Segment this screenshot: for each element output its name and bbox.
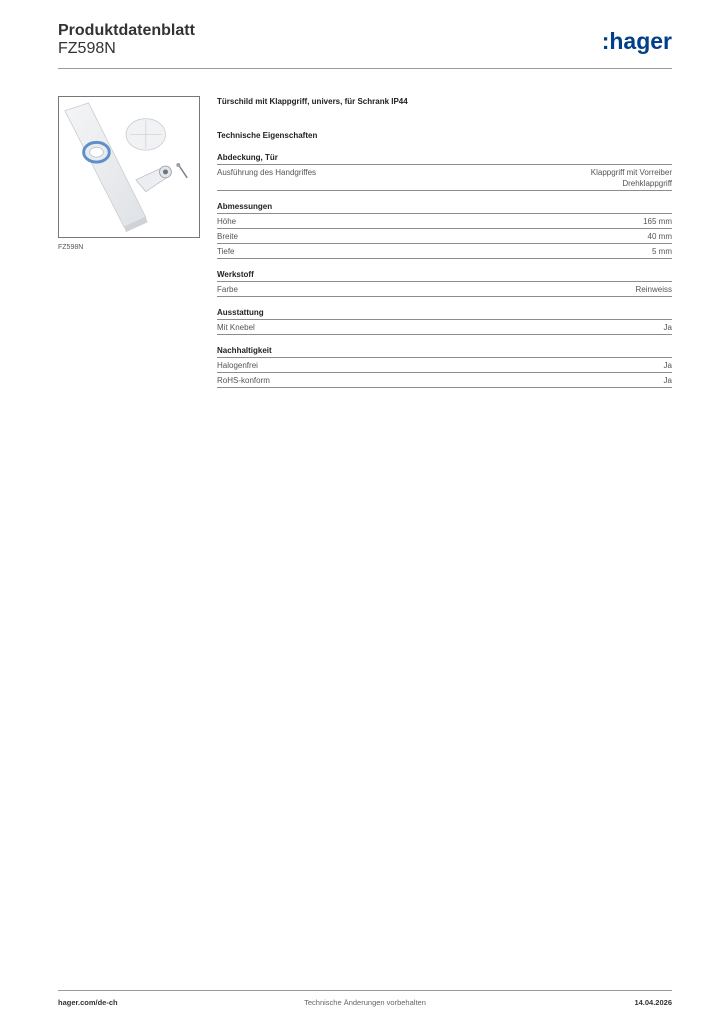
spec-group-title: Abmessungen bbox=[217, 201, 672, 214]
footer-disclaimer: Technische Änderungen vorbehalten bbox=[304, 998, 426, 1007]
spec-value: 165 mm bbox=[643, 217, 672, 226]
spec-group-title: Abdeckung, Tür bbox=[217, 152, 672, 165]
spec-row bbox=[217, 165, 672, 191]
spec-value: Reinweiss bbox=[635, 285, 672, 294]
header-divider bbox=[58, 68, 672, 69]
footer-divider bbox=[58, 990, 672, 991]
spec-value: 5 mm bbox=[652, 247, 672, 256]
spec-value: Ja bbox=[663, 361, 672, 370]
spec-label: Tiefe bbox=[217, 247, 235, 256]
spec-group bbox=[217, 345, 672, 388]
screw-shape bbox=[179, 166, 187, 178]
spec-label: Halogenfrei bbox=[217, 361, 258, 370]
spec-row bbox=[217, 229, 672, 244]
page-footer bbox=[58, 998, 672, 1010]
document-title: Produktdatenblatt bbox=[58, 22, 195, 39]
spec-group-title: Nachhaltigkeit bbox=[217, 345, 672, 358]
spec-row bbox=[217, 373, 672, 388]
spec-value: Ja bbox=[663, 323, 672, 332]
spec-group-title: Werkstoff bbox=[217, 269, 672, 282]
spec-value: 40 mm bbox=[647, 232, 672, 241]
spec-row bbox=[217, 244, 672, 259]
spec-group bbox=[217, 201, 672, 259]
spec-label: RoHS-konform bbox=[217, 376, 270, 385]
product-image bbox=[58, 96, 200, 238]
spec-group bbox=[217, 269, 672, 297]
footer-date: 14.04.2026 bbox=[634, 998, 672, 1007]
spec-row bbox=[217, 214, 672, 229]
spec-label: Mit Knebel bbox=[217, 323, 255, 332]
spec-group bbox=[217, 152, 672, 191]
product-code: FZ598N bbox=[58, 40, 116, 57]
spec-label: Farbe bbox=[217, 285, 238, 294]
spec-value: Klappgriff mit Vorreiber Drehklappgriff bbox=[590, 168, 672, 188]
spec-row bbox=[217, 358, 672, 373]
spec-label: Höhe bbox=[217, 217, 237, 226]
spec-group bbox=[217, 307, 672, 335]
page-header bbox=[58, 22, 672, 70]
image-caption: FZ598N bbox=[58, 244, 84, 251]
spec-group-title: Ausstattung bbox=[217, 307, 672, 320]
section-title: Technische Eigenschaften bbox=[217, 131, 318, 140]
spec-row bbox=[217, 320, 672, 335]
hager-logo bbox=[588, 28, 672, 56]
spec-groups bbox=[217, 152, 672, 388]
hager-logo-text: :hager bbox=[601, 28, 672, 54]
product-illustration bbox=[59, 97, 199, 237]
spec-row bbox=[217, 282, 672, 297]
spec-content bbox=[217, 96, 672, 388]
footer-website: hager.com/de-ch bbox=[58, 998, 118, 1007]
spec-label: Breite bbox=[217, 232, 238, 241]
product-name: Türschild mit Klappgriff, univers, für Schrank IP44 bbox=[217, 97, 408, 106]
spec-value: Ja bbox=[663, 376, 672, 385]
spec-label: Ausführung des Handgriffes bbox=[217, 168, 317, 177]
